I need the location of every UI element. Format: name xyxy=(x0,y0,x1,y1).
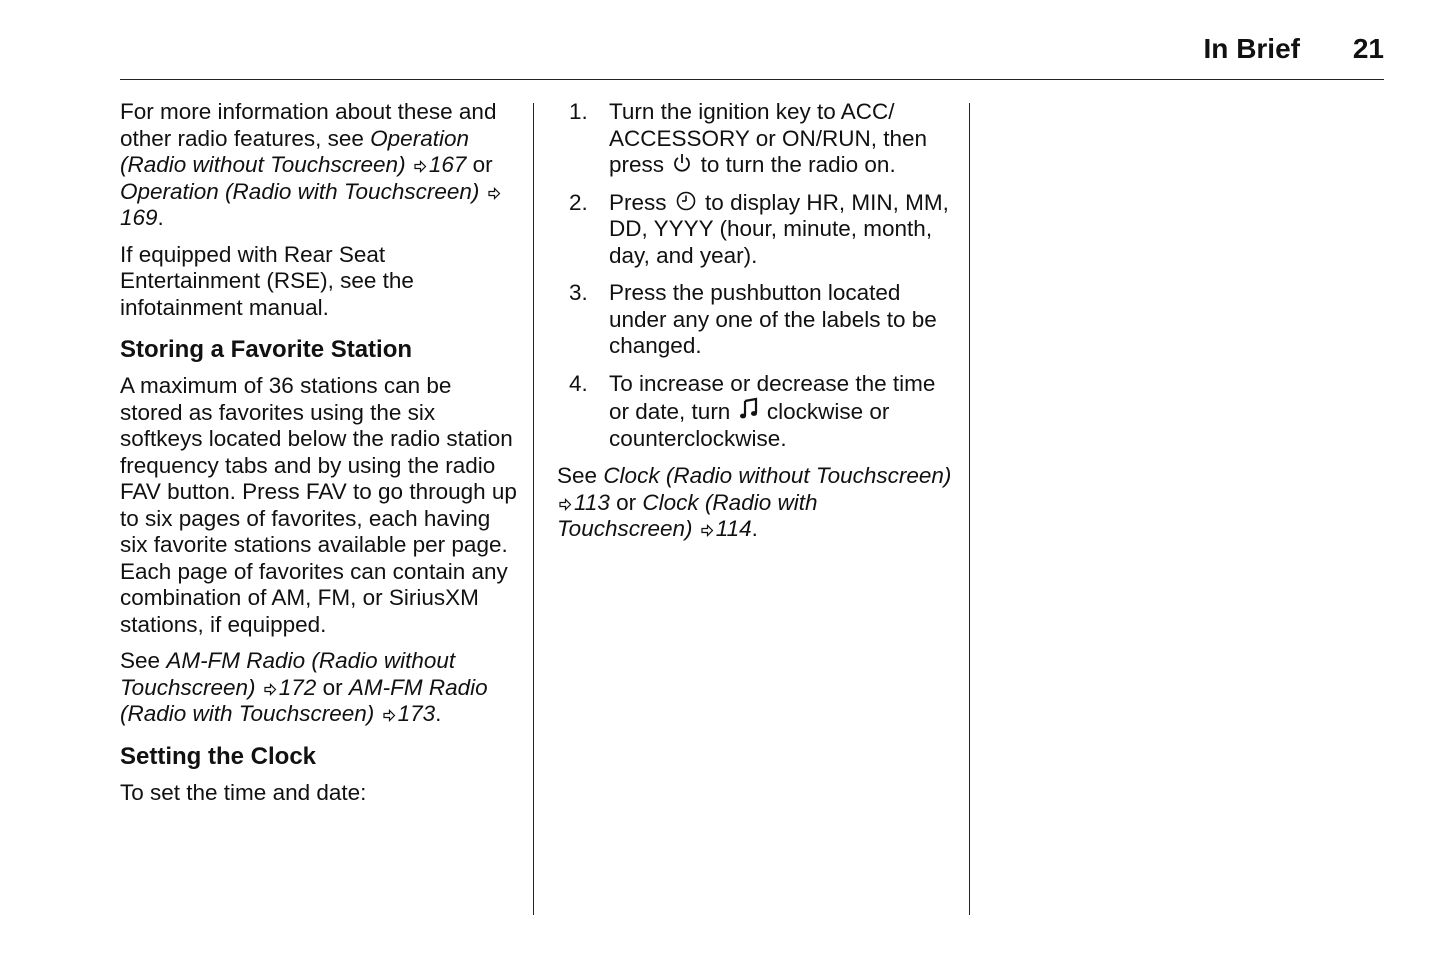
link-operation-no-touch[interactable]: Operation (Radio without Touchscreen) xyxy=(120,125,469,177)
link-clock-touch[interactable]: Clock (Radio with Touchscreen) xyxy=(557,489,818,541)
column-divider-right xyxy=(969,103,970,915)
list-item: 3. Press the pushbutton located under any one of the labels to be changed. xyxy=(569,280,937,358)
paragraph-see-amfm: See AM-FM Radio (Radio without Touchscreen) 172 or AM-FM Radio (Radio with Touchscreen) 173. xyxy=(120,648,488,726)
reference-arrow-icon xyxy=(559,498,572,511)
link-operation-touch[interactable]: Operation (Radio with Touchscreen) xyxy=(120,178,480,204)
section-title: In Brief xyxy=(1203,33,1300,64)
page-ref[interactable]: 113 xyxy=(574,489,610,515)
heading-setting-clock: Setting the Clock xyxy=(120,742,317,770)
page-ref[interactable]: 172 xyxy=(278,674,317,700)
list-item: 1. Turn the ignition key to ACC/ ACCESSORY or ON/RUN, then press to turn the radio on. xyxy=(569,99,928,177)
list-item: 2. Press to display HR, MIN, MM, DD, YYYY (hour, minute, month, day, and year). xyxy=(569,189,949,268)
page-ref[interactable]: 167 xyxy=(428,152,467,177)
clock-steps-list xyxy=(557,99,952,452)
link-clock-no-touch[interactable]: Clock (Radio without Touchscreen) xyxy=(603,463,952,488)
page-ref[interactable]: 114 xyxy=(715,516,752,541)
page-ref[interactable]: 169 xyxy=(120,205,158,230)
paragraph-more-info: For more information about these and other radio features, see Operation (Radio without Touchscreen) 167 or Operation (Radio with Touchscreen) 169. xyxy=(120,99,520,232)
reference-arrow-icon xyxy=(701,524,714,537)
page-ref[interactable]: 173 xyxy=(397,701,436,726)
link-amfm-touch[interactable]: AM-FM Radio (Radio with Touchscreen) xyxy=(120,674,488,726)
column-middle xyxy=(557,99,952,553)
list-item: 4. To increase or decrease the time or date, turn clockwise or counterclockwise. xyxy=(569,370,936,451)
paragraph-rse: If equipped with Rear Seat Entertainment (RSE), see the infotainment manual. xyxy=(120,241,414,320)
page-header xyxy=(120,30,1384,80)
paragraph-favorites: A maximum of 36 stations can be stored as favorites using the six softkeys located below the radio station frequency tabs and by using the radio FAV button. Press FAV to go through up to six pages of favorites, each having six favorite stations available per page. Each page of favorites can contain any combination of AM, FM, or SiriusXM stations, if equipped. xyxy=(120,373,517,637)
page-number: 21 xyxy=(1352,33,1384,64)
reference-arrow-icon xyxy=(414,160,427,173)
heading-storing-favorite: Storing a Favorite Station xyxy=(120,336,413,363)
reference-arrow-icon xyxy=(264,683,277,696)
column-left xyxy=(120,99,520,816)
paragraph-set-time: To set the time and date: xyxy=(120,779,367,805)
link-amfm-no-touch[interactable]: AM-FM Radio (Radio without Touchscreen) xyxy=(120,648,456,700)
music-note-icon xyxy=(739,397,759,421)
clock-icon xyxy=(675,190,697,212)
reference-arrow-icon xyxy=(383,709,396,722)
reference-arrow-icon xyxy=(488,187,501,200)
paragraph-see-clock: See Clock (Radio without Touchscreen) 113 or Clock (Radio with Touchscreen) 114. xyxy=(557,463,952,541)
power-icon xyxy=(672,152,692,174)
column-divider-left xyxy=(533,103,534,915)
